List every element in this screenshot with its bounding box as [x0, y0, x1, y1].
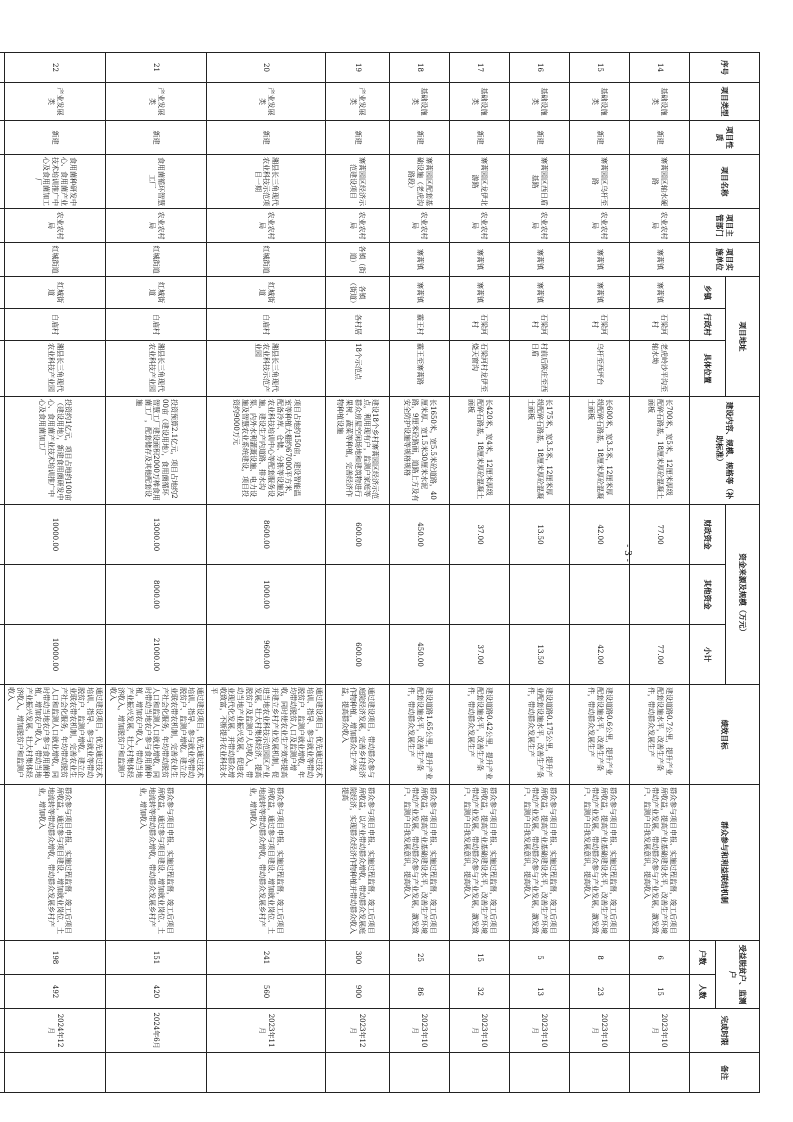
cell-dept [0, 209, 4, 243]
cell-subtotal: 37.00 [450, 625, 510, 685]
cell-people: 560 [207, 975, 326, 1009]
cell-mechanism: 群众参与项目申报、实施过程监督，竣工后项目所收益，提高产业基础建设水平，改善生产环境带动产业发展，带动群众参与产业发展，激发致户、监测户自我发展意识，提高收入 [390, 785, 450, 941]
cell-impl: 红城街道 [207, 243, 326, 277]
cell-people: 492 [4, 975, 105, 1009]
cell-content: 长175米，宽3.5米，12厘米厚级配碎石路基，18厘米厚砼混凝土面板 [510, 397, 570, 505]
cell-fiscal: 10000.00 [4, 505, 105, 565]
cell-remark [570, 1053, 630, 1093]
header-remark: 备注 [690, 1053, 760, 1093]
cell-no [0, 53, 4, 83]
cell-impl [0, 243, 4, 277]
cell-village: 白庙村 [207, 309, 326, 341]
cell-type: 产业发展类 [106, 83, 207, 121]
cell-name: 寨蒿园区西日盾基路 [510, 155, 570, 209]
header-other: 其他资金 [690, 565, 726, 625]
cell-site: 湘县长三角现代农业科技产业园 [106, 341, 207, 397]
cell-no: 17 [450, 53, 510, 83]
cell-no: 22 [4, 53, 105, 83]
cell-site: 18个示范点 [326, 341, 390, 397]
cell-village: 石梁河村 [570, 309, 630, 341]
cell-content: 建设18个乡村寨蒿园区经济示范点，利用现有户，监测户家庭等群众房屋空闲场地和建筑物进行果树、蔬菜等种植，完善经济作物种植设施 [326, 397, 390, 505]
cell-type: 基础设施类 [630, 83, 690, 121]
cell-people: 13 [510, 975, 570, 1009]
cell-time: 2023年10月 [510, 1009, 570, 1053]
cell-dept: 农业农村局 [450, 209, 510, 243]
cell-type: 基础设施类 [510, 83, 570, 121]
cell-impl: 寨蒿镇 [450, 243, 510, 277]
cell-type: 基础设施类 [570, 83, 630, 121]
cell-content [0, 397, 4, 505]
cell-nature: 新建 [207, 121, 326, 155]
header-type: 项目类型 [690, 83, 760, 121]
cell-remark [630, 1053, 690, 1093]
cell-mechanism [0, 785, 4, 941]
cell-remark [207, 1053, 326, 1093]
cell-households: 15 [450, 941, 510, 975]
table-row [390, 53, 450, 1093]
cell-fiscal: 600.00 [326, 505, 390, 565]
cell-subtotal: 10000.00 [4, 625, 105, 685]
page-number: - 3 - [622, 544, 632, 562]
cell-content: 长420米，宽4米，12厘米厚级配碎石路基，18厘米厚砼混凝土面板 [450, 397, 510, 505]
cell-site: 老虎岭沙平沟至轴水坳 [630, 341, 690, 397]
cell-nature: 新建 [4, 121, 105, 155]
cell-village: 白庙村 [106, 309, 207, 341]
cell-other [4, 565, 105, 625]
cell-goal: 建设道路0.6公里，提升产业配套设施水平，改善生产条件，带动群众发展生产 [570, 685, 630, 785]
cell-no: 20 [207, 53, 326, 83]
cell-other: 1000.00 [207, 565, 326, 625]
cell-name: 寨蒿园区龙伊北游路 [450, 155, 510, 209]
cell-type: 产业发展类 [4, 83, 105, 121]
table-row [570, 53, 630, 1093]
cell-town: 红城街道 [106, 277, 207, 309]
cell-no: 14 [630, 53, 690, 83]
cell-nature: 新建 [106, 121, 207, 155]
cell-fiscal: 37.00 [450, 505, 510, 565]
cell-goal: 建设道路1.65公里，提升产业配套设施水平，改善生产条件，带动群众发展生产 [390, 685, 450, 785]
cell-town: 寨蒿镇 [450, 277, 510, 309]
header-time: 完成时限 [690, 1009, 760, 1053]
cell-site: 乌杆至西坪台 [570, 341, 630, 397]
cell-name: 寨蒿园区乌杆至路 [570, 155, 630, 209]
cell-households: 300 [326, 941, 390, 975]
cell-fiscal [0, 505, 4, 565]
cell-other [630, 565, 690, 625]
cell-time: 2023年10月 [570, 1009, 630, 1053]
cell-no: 18 [390, 53, 450, 83]
project-table [0, 52, 760, 1093]
cell-goal: 建设道路0.42公里，提升产业配套设施水平，改善生产条件，带动群众发展生产 [450, 685, 510, 785]
cell-impl: 寨蒿镇 [390, 243, 450, 277]
header-impl: 项目实施单位 [690, 243, 760, 277]
cell-time: 2023年10月 [390, 1009, 450, 1053]
header-nature: 项目性质 [690, 121, 760, 155]
cell-mechanism: 群众参与项目申报、实施过程监督，竣工后项目所收益，提高产业基础建设水平，改善生产环境带动产业发展，带动群众参与产业发展，激发致户、监测户自我发展意识，提高收入 [510, 785, 570, 941]
header-goal: 绩效目标 [690, 685, 760, 785]
cell-other [0, 565, 4, 625]
cell-subtotal: 9600.00 [207, 625, 326, 685]
cell-no: 15 [570, 53, 630, 83]
header-name: 项目名称 [690, 155, 760, 209]
cell-content: 长700米，宽5米，12厘米厚级配碎石路基，18厘米厚砼混凝土面板 [630, 397, 690, 505]
header-fiscal: 财政资金 [690, 505, 726, 565]
cell-households: 8 [570, 941, 630, 975]
header-town: 乡镇 [690, 277, 726, 309]
cell-goal: 建设道路0.175公里，提升产业配套设施水平，改善生产条件，带动群众发展生产 [510, 685, 570, 785]
cell-mechanism: 群众参与项目申报、实施过程监督，竣工后项目所收益，通过参与项目建设、增加就业岗位、土地流转等带动群众增收，带动群众发展乡村产业，增加收入 [106, 785, 207, 941]
cell-people: 86 [390, 975, 450, 1009]
cell-name: 食用菌循环智慧工厂 [106, 155, 207, 209]
cell-name [0, 155, 4, 209]
cell-other [510, 565, 570, 625]
cell-fiscal: 450.00 [390, 505, 450, 565]
cell-subtotal [0, 625, 4, 685]
cell-impl: 各镇（街道） [326, 243, 390, 277]
cell-fiscal: 42.00 [570, 505, 630, 565]
cell-impl: 寨蒿镇 [630, 243, 690, 277]
cell-village: 霸王村 [390, 309, 450, 341]
cell-village: 石梁河村 [630, 309, 690, 341]
cell-other [390, 565, 450, 625]
cell-goal: 通过建设项目，优先通过技术培训、指导、参与就业等带动脱贫户、监测户就业增收，年均带动脱贫人口及监测户增收，同时使农业生产效率提高并建立乡村产业发展机制，促进当地农业科技示范园区产业发展，壮大村集体经济，提高脱贫户及监测户人均收入，带动当地产业振兴发展，促进农业现代化发展，并带动群众增收致富，不断提升农业科技水平 [207, 685, 326, 785]
cell-town [0, 277, 4, 309]
cell-households: 25 [390, 941, 450, 975]
header-mechanism: 群众参与和利益联结机制 [690, 785, 760, 941]
cell-name: 食用菌种研发中心、食用菌产业技术培训推广中心及食用菌加工厂 [4, 155, 105, 209]
cell-type [0, 83, 4, 121]
cell-town: 红城街道 [207, 277, 326, 309]
cell-nature: 新建 [326, 121, 390, 155]
cell-dept: 农业农村局 [207, 209, 326, 243]
cell-name: 寨蒿园区经济示范建设项目 [326, 155, 390, 209]
cell-content: 长600米，宽3.5米，12厘米厚级配碎石路基，18厘米厚砼混凝土面板 [570, 397, 630, 505]
cell-dept: 农业农村局 [326, 209, 390, 243]
cell-content: 投资预算2.1亿元，项目占地约200亩（建设用地），食用菌循环智慧工厂建设面积2000万棒食用菌工厂，配套储存及其他配套设施 [106, 397, 207, 505]
cell-impl: 寨蒿镇 [570, 243, 630, 277]
cell-dept: 农业农村局 [4, 209, 105, 243]
header-people: 人数 [690, 975, 716, 1009]
cell-people: 15 [630, 975, 690, 1009]
header-funds: 资金来源及规模（万元） [726, 505, 760, 685]
cell-mechanism: 群众参与项目申报、实施过程监督，竣工后项目所收益，通过参与项目建设、增加就业岗位、土地流转等带动群众增收，带动群众发展乡村产业，增加收入 [4, 785, 105, 941]
table-row [4, 53, 105, 1093]
cell-village: 白庙村 [4, 309, 105, 341]
cell-type: 产业发展类 [207, 83, 326, 121]
cell-dept: 农业农村局 [106, 209, 207, 243]
header-beneficiary: 受益脱贫户、监测户 [716, 941, 760, 1009]
cell-people: 420 [106, 975, 207, 1009]
cell-town: 寨蒿镇 [630, 277, 690, 309]
cell-time: 2024年6月 [106, 1009, 207, 1053]
cell-households: 198 [4, 941, 105, 975]
cell-town: 各镇（街道） [326, 277, 390, 309]
cell-content: 项目占地约150亩，建设智能温室等种植大棚约67000平方米，配备冷库、仓储、分拣等设施及农业科技培训中心等配套服务设施，建设生产内道路、排水沟渠、内外水利灌溉设施、电力设施及智慧农业系统建设，项目投资约9000万元 [207, 397, 326, 505]
cell-nature: 新建 [570, 121, 630, 155]
cell-nature: 新建 [510, 121, 570, 155]
header-subtotal: 小计 [690, 625, 726, 685]
header-location: 项目地址 [726, 277, 760, 397]
header-dept: 项目主管部门 [690, 209, 760, 243]
cell-goal: 通过建设项目，优先通过技术培训、指导、参与就业等带动脱贫户、监测户增收。建立企业联农带农机制，完善农业生产社会化服务，年均带动脱贫人口和监测人口就业增收，同时带动当地农户参与食用菌种植，增加农户收入，带动当地产业振兴发展，壮大村集体经济收入，增加脱贫户和监测户收入 [4, 685, 105, 785]
cell-type: 基础设施类 [390, 83, 450, 121]
cell-other: 8000.00 [106, 565, 207, 625]
cell-village: 石梁河村 [450, 309, 510, 341]
cell-time: 2023年10月 [630, 1009, 690, 1053]
table-row [106, 53, 207, 1093]
table-row [326, 53, 390, 1093]
cell-site: 湘县长三角现代农业科技示范产业园 [207, 341, 326, 397]
cell-mechanism: 群众参与项目申报、实施过程监督，竣工后项目所收益，提高产业基础建设水平，改善生产环境带动产业发展，带动群众参与产业发展，激发致户、监测户自我发展意识，提高收入 [630, 785, 690, 941]
cell-other [326, 565, 390, 625]
cell-dept: 农业农村局 [570, 209, 630, 243]
cell-remark [450, 1053, 510, 1093]
cell-mechanism: 群众参与项目申报、实施过程监督，竣工后项目所收益，通过参与项目建设、增加就业岗位、土地流转等带动群众增收，带动群众发展乡村产业，增加收入 [207, 785, 326, 941]
cell-type: 基础设施类 [450, 83, 510, 121]
cell-people [0, 975, 4, 1009]
cell-goal: 建设道路0.7公里，提升产业配套设施水平，改善生产条件，带动群众发展生产 [630, 685, 690, 785]
table-row [510, 53, 570, 1093]
cell-remark [326, 1053, 390, 1093]
cell-remark [510, 1053, 570, 1093]
cell-subtotal: 21000.00 [106, 625, 207, 685]
header-village: 行政村 [690, 309, 726, 341]
cell-village [0, 309, 4, 341]
cell-site [0, 341, 4, 397]
cell-time: 2023年12月 [326, 1009, 390, 1053]
table-row [450, 53, 510, 1093]
table-row [0, 53, 4, 1093]
cell-town: 寨蒿镇 [510, 277, 570, 309]
cell-time [0, 1009, 4, 1053]
cell-site: 霸王至寨蒿路 [390, 341, 450, 397]
cell-site: 湘县长三角现代农业科技产业园 [4, 341, 105, 397]
cell-mechanism: 群众参与项目申报、实施过程监督，竣工后项目所收益，提高产业基础建设水平，改善生产环境带动产业发展，带动群众参与产业发展，激发致户、监测户自我发展意识，提高收入 [450, 785, 510, 941]
cell-remark [4, 1053, 105, 1093]
cell-nature [0, 121, 4, 155]
cell-impl: 寨蒿镇 [510, 243, 570, 277]
cell-goal [0, 685, 4, 785]
cell-households [0, 941, 4, 975]
cell-content: 长1650米，宽5.5米砼道路，40厘米厚、宽1.5米30厘米水泥路，9厘米砼路面，道路上方及有安全防护设施等规格规格 [390, 397, 450, 505]
cell-name: 寨蒿园区轴水硬路 [630, 155, 690, 209]
cell-impl: 红城街道 [106, 243, 207, 277]
cell-village: 各村居 [326, 309, 390, 341]
cell-mechanism: 群众参与项目申报、实施过程监督，竣工后项目所收益，以产业带动群众增收，带动群众发展庭院经济，实现群众经济作物种植并带动群众收入提高 [326, 785, 390, 941]
cell-subtotal: 77.00 [630, 625, 690, 685]
cell-nature: 新建 [630, 121, 690, 155]
cell-dept: 农业农村局 [630, 209, 690, 243]
cell-no: 16 [510, 53, 570, 83]
cell-households: 5 [510, 941, 570, 975]
cell-site: 石梁河村龙伊至烧天窗沟 [450, 341, 510, 397]
table-row [207, 53, 326, 1093]
cell-time: 2023年11月 [207, 1009, 326, 1053]
cell-subtotal: 13.50 [510, 625, 570, 685]
cell-people: 23 [570, 975, 630, 1009]
cell-no: 21 [106, 53, 207, 83]
cell-subtotal: 42.00 [570, 625, 630, 685]
cell-fiscal: 77.00 [630, 505, 690, 565]
cell-time: 2024年12月 [4, 1009, 105, 1053]
cell-village: 石梁河村 [510, 309, 570, 341]
cell-other [450, 565, 510, 625]
cell-other [570, 565, 630, 625]
cell-fiscal: 8600.00 [207, 505, 326, 565]
cell-site: 村前后陈庄至西日盾 [510, 341, 570, 397]
cell-goal: 通过建设项目，优先通过技术培训、指导、参与就业等带动脱贫户、监测户增收。建立企业联农带农机制，完善农业生产社会化服务，年均带动脱贫人口和监测人口就业增收，同时带动当地农户参与食用菌种植，增加农户收入，带动当地产业振兴发展，壮大村集体经济收入，增加脱贫户和监测户收入 [106, 685, 207, 785]
rotated-table-page [0, 52, 760, 1092]
project-rows [0, 53, 690, 1093]
cell-mechanism: 群众参与项目申报、实施过程监督，竣工后项目所收益，提高产业基础建设水平，改善生产环境带动产业发展，带动群众参与产业发展，激发致户、监测户自我发展意识，提高收入 [570, 785, 630, 941]
cell-name: 湘县长三角现代农业科技示范项目一期 [207, 155, 326, 209]
cell-content: 投资约1亿元，项目占地约100亩（建设用地），新建食用菌研发中心、食用菌产业技术培训推广中心及食用菌加工厂 [4, 397, 105, 505]
cell-no: 19 [326, 53, 390, 83]
cell-goal: 通过建设项目，带动群众参与庭院经济发展，完善乡村经济作物种植，增加群众生产效益，提高群众收入 [326, 685, 390, 785]
cell-dept: 农业农村局 [390, 209, 450, 243]
cell-dept: 农业农村局 [510, 209, 570, 243]
cell-town: 红城街道 [4, 277, 105, 309]
cell-households: 241 [207, 941, 326, 975]
header-site: 具体位置 [690, 341, 726, 397]
cell-town: 寨蒿镇 [570, 277, 630, 309]
cell-town: 寨蒿镇 [390, 277, 450, 309]
cell-households: 151 [106, 941, 207, 975]
header-content: 建设内容、规模、规格等（补助标准） [690, 397, 760, 505]
cell-households: 6 [630, 941, 690, 975]
cell-remark [390, 1053, 450, 1093]
cell-nature: 新建 [450, 121, 510, 155]
cell-people: 32 [450, 975, 510, 1009]
cell-remark [106, 1053, 207, 1093]
cell-name: 寨蒿园区配套基础设施（老虎沟路段） [390, 155, 450, 209]
cell-impl: 红城街道 [4, 243, 105, 277]
cell-remark [0, 1053, 4, 1093]
header-households: 户数 [690, 941, 716, 975]
table-row [630, 53, 690, 1093]
cell-people: 900 [326, 975, 390, 1009]
cell-fiscal: 13000.00 [106, 505, 207, 565]
cell-subtotal: 600.00 [326, 625, 390, 685]
cell-time: 2023年10月 [450, 1009, 510, 1053]
header-no: 序号 [690, 53, 760, 83]
cell-subtotal: 450.00 [390, 625, 450, 685]
cell-fiscal: 13.50 [510, 505, 570, 565]
cell-type: 产业发展类 [326, 83, 390, 121]
cell-nature: 新建 [390, 121, 450, 155]
